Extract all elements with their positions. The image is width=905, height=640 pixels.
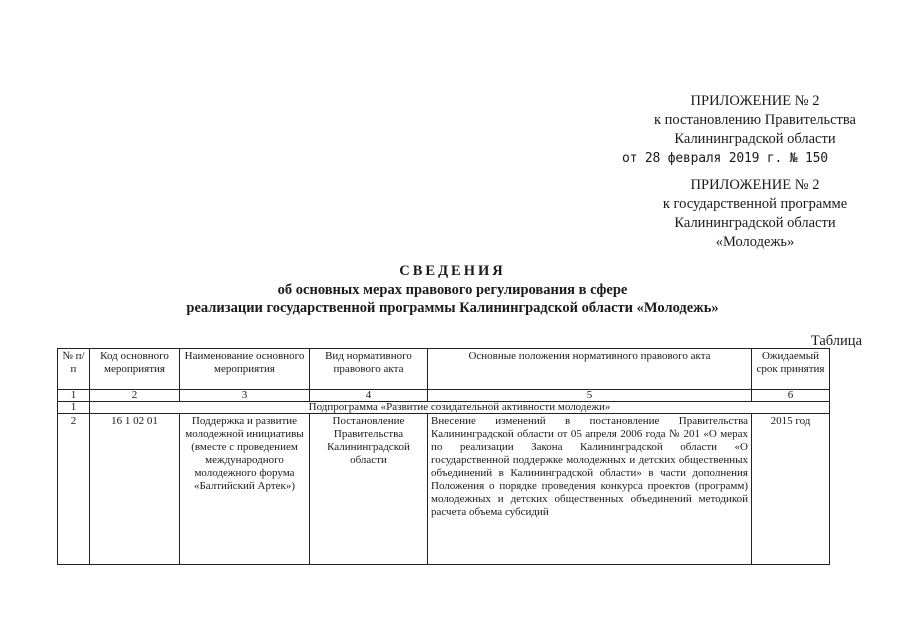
act-provisions: Внесение изменений в постановление Правительства Калининградской области от 05 апреля 2006 года № 201 «О мерах по реализации Закона Калининградской области «О государственной поддержке молодежных и детских общественных объединений в Калининградской области» в части дополнения Положения о порядке проведения конкурса проектов (программ) молодежных и детских общественных объединений методикой расчета объема субсидий <box>428 414 752 565</box>
title-main: СВЕДЕНИЯ <box>399 263 506 279</box>
column-number-row <box>58 390 830 402</box>
table-header-row <box>58 349 830 390</box>
column-number: 2 <box>90 390 180 402</box>
title-line: об основных мерах правового регулирования в сфере <box>277 282 628 298</box>
decree-date-number: от 28 февраля 2019 г. № 150 <box>622 151 828 166</box>
appendix-heading: ПРИЛОЖЕНИЕ № 2 <box>690 93 820 109</box>
subprogram-number: 1 <box>58 402 90 414</box>
header-cell: Ожидаемый срок принятия <box>752 349 830 390</box>
column-number: 4 <box>310 390 428 402</box>
activity-code: 16 1 02 01 <box>90 414 180 565</box>
table-row <box>58 414 830 565</box>
header-cell: Наименование основного мероприятия <box>180 349 310 390</box>
act-type: Постановление Правительства Калининградской области <box>310 414 428 565</box>
measures-table <box>57 348 830 565</box>
appendix-government-decree <box>610 92 900 168</box>
header-cell: Вид нормативного правового акта <box>310 349 428 390</box>
table-label: Таблица <box>810 333 862 349</box>
header-cell: № п/п <box>58 349 90 390</box>
column-number: 3 <box>180 390 310 402</box>
header-cell: Основные положения нормативного правового акта <box>428 349 752 390</box>
appendix-line: Калининградской области <box>674 131 836 147</box>
appendix-heading: ПРИЛОЖЕНИЕ № 2 <box>690 177 820 193</box>
expected-term: 2015 год <box>752 414 830 565</box>
document-title <box>0 262 905 317</box>
subprogram-title: Подпрограмма «Развитие созидательной активности молодежи» <box>90 402 830 414</box>
subprogram-row <box>58 402 830 414</box>
appendix-line: «Молодежь» <box>715 234 795 250</box>
activity-name: Поддержка и развитие молодежной инициативы (вместе с проведением международного молодежного форума «Балтийский Артек») <box>180 414 310 565</box>
appendix-state-program <box>620 176 890 252</box>
column-number: 1 <box>58 390 90 402</box>
column-number: 6 <box>752 390 830 402</box>
row-number: 2 <box>58 414 90 565</box>
appendix-line: Калининградской области <box>674 215 836 231</box>
header-cell: Код основного мероприятия <box>90 349 180 390</box>
column-number: 5 <box>428 390 752 402</box>
title-line: реализации государственной программы Калининградской области «Молодежь» <box>186 300 719 316</box>
appendix-line: к постановлению Правительства <box>654 112 856 128</box>
appendix-line: к государственной программе <box>662 196 848 212</box>
